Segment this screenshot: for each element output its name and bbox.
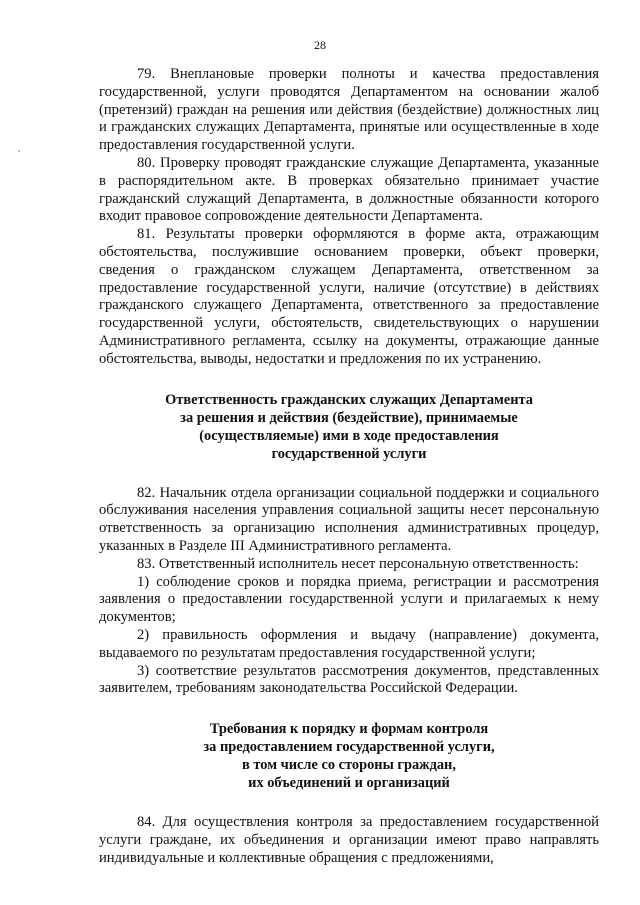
document-body xyxy=(99,66,599,868)
paragraph-84: 84. Для осуществления контроля за предоставлением государственной услуги граждане, их объединения и организации имеют право направлять индивидуальные и коллективные обращения с предложениями, xyxy=(99,814,599,866)
paragraph-82: 82. Начальник отдела организации социальной поддержки и социального обслуживания населения управления социальной защиты несет персональную ответственность за организацию исполнения административных процедур, указанных в Разделе III Административного регламента. xyxy=(99,484,599,554)
heading-line: за предоставлением государственной услуги, xyxy=(203,739,495,756)
heading-line: государственной услуги xyxy=(271,445,427,462)
heading-line: (осуществляемые) ими в ходе предоставления xyxy=(199,427,499,444)
heading-line: Ответственность гражданских служащих Департамента xyxy=(165,391,533,408)
scan-speck xyxy=(18,150,20,152)
heading-line: их объединений и организаций xyxy=(248,775,450,792)
page-number: 28 xyxy=(314,38,326,52)
paragraph-83: 83. Ответственный исполнитель несет персональную ответственность: xyxy=(137,555,579,572)
list-item-2: 2) правильность оформления и выдачу (направление) документа, выдаваемого по результатам предоставления государственной услуги; xyxy=(99,626,599,661)
section-heading-responsibility xyxy=(99,391,599,463)
paragraph-81: 81. Результаты проверки оформляются в форме акта, отражающим обстоятельства, послужившие основанием проверки, объект проверки, сведения о гражданском служащем Департамента, ответственном за предоставление государственной услуги, наличие (отсутствие) в действиях гражданского служащего Департамента, ответственного за предоставление государственной услуги, обстоятельств, свидетельствующих о нарушении Административного регламента, ссылку на документы, отражающие данные обстоятельства, выводы, недостатки и предложения по их устранению. xyxy=(99,226,599,367)
section-heading-control xyxy=(99,720,599,792)
list-item-1: 1) соблюдение сроков и порядка приема, регистрации и рассмотрения заявления о предоставлении государственной услуги и прилагаемых к нему документов; xyxy=(99,573,599,626)
heading-line: за решения и действия (бездействие), принимаемые xyxy=(180,409,518,426)
paragraph-80: 80. Проверку проводят гражданские служащие Департамента, указанные в распорядительном акте. В проверках обязательно принимает участие гражданский служащий Департамента, в должностные обязанности которого входит правовое сопровождение деятельности Департамента. xyxy=(99,154,599,225)
list-item-3: 3) соответствие результатов рассмотрения документов, представленных заявителем, требованиям законодательства Российской Федерации. xyxy=(99,662,599,697)
heading-line: Требования к порядку и формам контроля xyxy=(209,721,489,738)
paragraph-79: 79. Внеплановые проверки полноты и качества предоставления государственной, услуги проводятся Департаментом на основании жалоб (претензий) граждан на решения или действия (бездействие) должностных лиц и гражданских служащих Департамента, принятые или осуществленные в ходе предоставления государственной услуги. xyxy=(99,66,599,154)
heading-line: в том числе со стороны граждан, xyxy=(242,757,456,774)
